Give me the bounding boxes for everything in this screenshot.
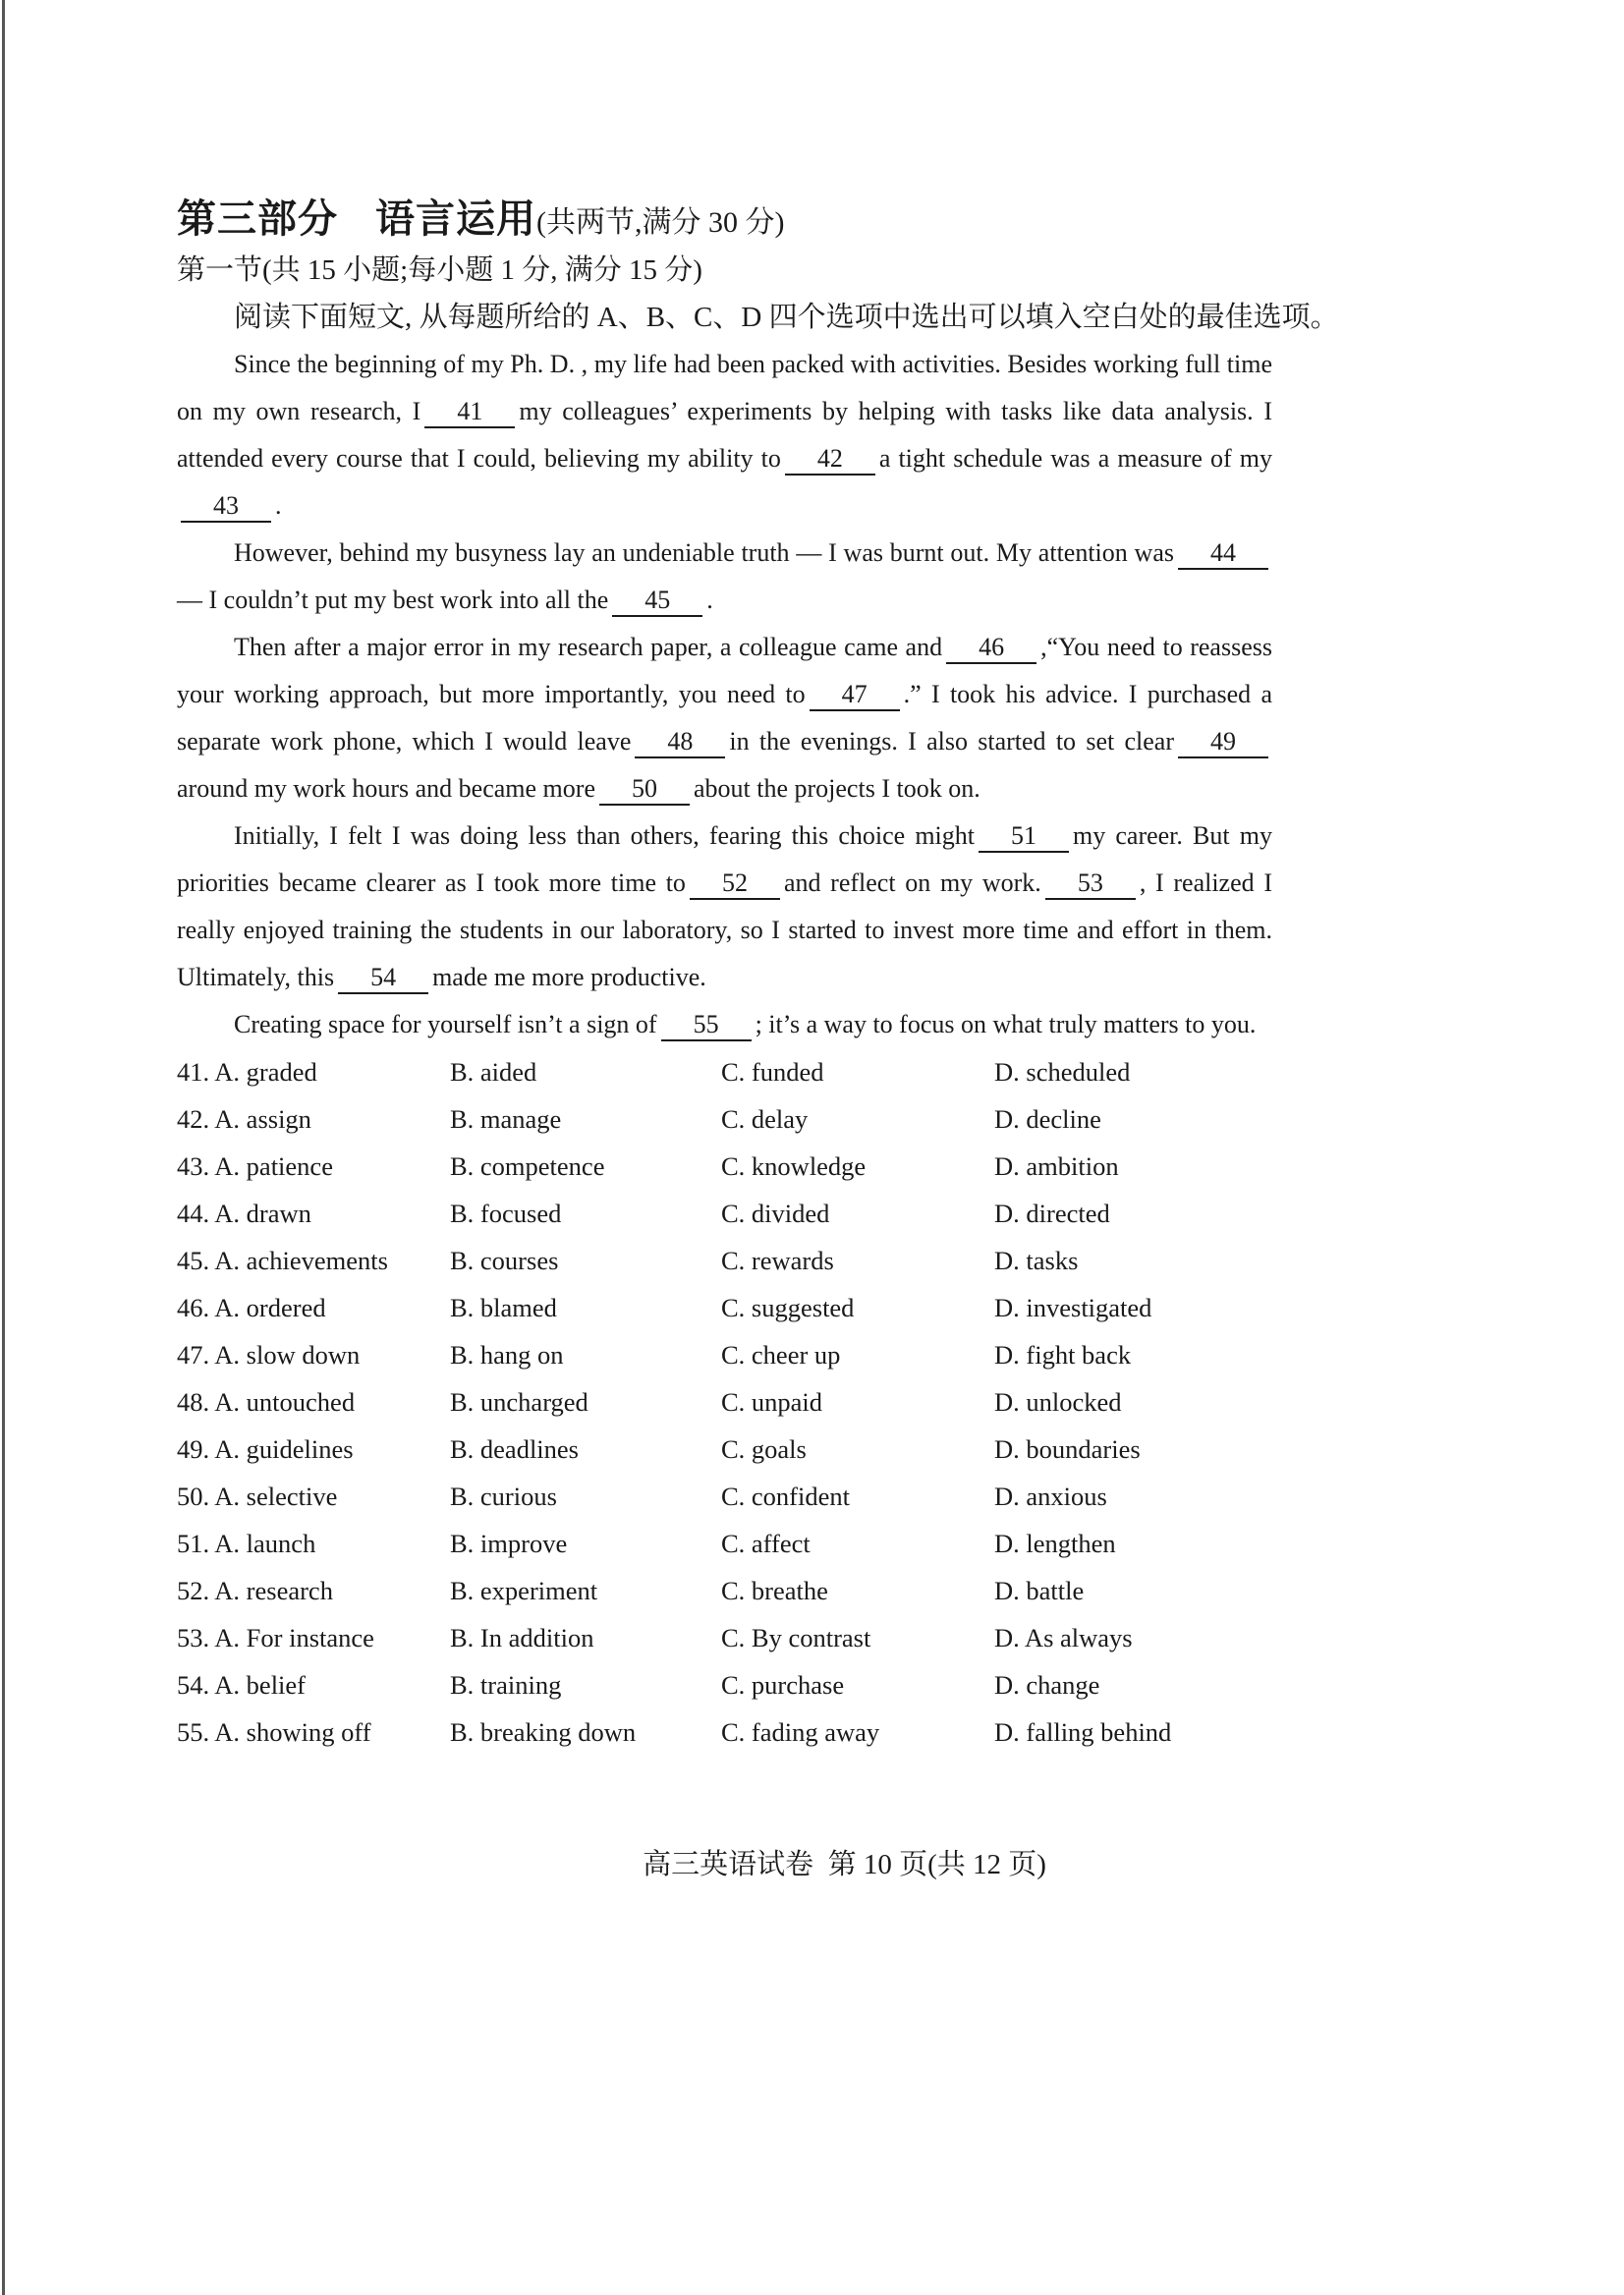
option-text: C. purchase	[721, 1670, 845, 1700]
option-text: D. directed	[994, 1199, 1110, 1228]
blank-53: 53	[1045, 868, 1136, 900]
blank-42: 42	[785, 444, 875, 476]
exam-page	[177, 192, 1339, 1756]
option-b	[450, 1426, 721, 1473]
option-text: B. manage	[450, 1104, 562, 1134]
passage-text: a tight schedule was a measure of my	[878, 444, 1272, 473]
option-c	[721, 1708, 994, 1756]
passage-text: in the evenings. I also started to set clear	[729, 727, 1174, 756]
passage-text: .	[275, 491, 282, 520]
question-number: 45.	[177, 1246, 210, 1275]
passage	[177, 341, 1272, 1048]
option-text: A. launch	[214, 1529, 316, 1558]
question-number: 44.	[177, 1199, 210, 1228]
option-a	[177, 1520, 450, 1567]
option-text: C. funded	[721, 1057, 824, 1087]
question-number: 43.	[177, 1151, 210, 1181]
question-number: 48.	[177, 1387, 210, 1417]
option-b	[450, 1567, 721, 1614]
option-text: C. fading away	[721, 1717, 880, 1747]
option-a	[177, 1190, 450, 1237]
option-a	[177, 1426, 450, 1473]
passage-text: made me more productive.	[432, 963, 706, 991]
option-a	[177, 1143, 450, 1190]
blank-55: 55	[661, 1010, 752, 1041]
passage-text: my career. But my priorities became clearer as I took more time to	[177, 821, 1272, 897]
option-d	[994, 1048, 1269, 1095]
option-b	[450, 1095, 721, 1143]
option-a	[177, 1284, 450, 1331]
option-d	[994, 1378, 1269, 1426]
option-text: C. goals	[721, 1434, 807, 1464]
option-a	[177, 1614, 450, 1661]
paragraph-4	[177, 812, 1272, 1001]
instruction: 阅读下面短文, 从每题所给的 A、B、C、D 四个选项中选出可以填入空白处的最佳选项。	[234, 302, 1339, 333]
option-text: B. blamed	[450, 1293, 557, 1322]
blank-43: 43	[181, 491, 271, 523]
option-row	[177, 1284, 1272, 1331]
option-c	[721, 1331, 994, 1378]
option-d	[994, 1661, 1269, 1708]
option-row	[177, 1520, 1272, 1567]
option-row	[177, 1426, 1272, 1473]
option-d	[994, 1190, 1269, 1237]
option-text: A. untouched	[214, 1387, 356, 1417]
question-number: 46.	[177, 1293, 210, 1322]
option-a	[177, 1661, 450, 1708]
scan-edge-line	[2, 0, 5, 2295]
option-c	[721, 1520, 994, 1567]
option-text: B. breaking down	[450, 1717, 637, 1747]
paragraph-2	[177, 530, 1272, 624]
option-text: B. In addition	[450, 1623, 594, 1652]
passage-text: — I couldn’t put my best work into all the	[177, 586, 609, 614]
option-text: B. competence	[450, 1151, 605, 1181]
page-number: 第 10 页(共 12 页)	[827, 1849, 1046, 1880]
option-text: D. anxious	[994, 1482, 1107, 1511]
option-text: D. As always	[994, 1623, 1133, 1652]
option-row	[177, 1190, 1272, 1237]
option-d	[994, 1473, 1269, 1520]
question-number: 49.	[177, 1434, 210, 1464]
option-b	[450, 1190, 721, 1237]
option-text: A. patience	[214, 1151, 333, 1181]
passage-text: my colleagues’ experiments by helping with tasks like data analysis. I attended every course that I could, believing my ability to	[177, 397, 1272, 473]
option-c	[721, 1284, 994, 1331]
section-title: 第一节(共 15 小题;每小题 1 分, 满分 15 分)	[177, 254, 702, 286]
option-text: B. hang on	[450, 1340, 564, 1370]
passage-text: around my work hours and became more	[177, 774, 595, 803]
option-text: C. affect	[721, 1529, 811, 1558]
passage-text: However, behind my busyness lay an undeniable truth — I was burnt out. My attention was	[234, 538, 1174, 567]
option-d	[994, 1614, 1269, 1661]
part-title	[177, 192, 1272, 247]
blank-48: 48	[635, 727, 725, 758]
option-c	[721, 1567, 994, 1614]
blank-50: 50	[599, 774, 690, 806]
option-text: C. unpaid	[721, 1387, 823, 1417]
option-text: D. ambition	[994, 1151, 1119, 1181]
option-d	[994, 1237, 1269, 1284]
option-a	[177, 1567, 450, 1614]
option-row	[177, 1614, 1272, 1661]
option-text: A. For instance	[214, 1623, 374, 1652]
paragraph-5	[177, 1001, 1272, 1048]
option-d	[994, 1143, 1269, 1190]
option-text: C. divided	[721, 1199, 830, 1228]
option-text: D. change	[994, 1670, 1100, 1700]
option-b	[450, 1378, 721, 1426]
option-text: A. drawn	[214, 1199, 311, 1228]
option-c	[721, 1237, 994, 1284]
paragraph-1	[177, 341, 1272, 530]
question-number: 53.	[177, 1623, 210, 1652]
option-a	[177, 1095, 450, 1143]
passage-text: .	[706, 586, 713, 614]
part-note: (共两节,满分 30 分)	[536, 206, 785, 239]
option-text: C. cheer up	[721, 1340, 841, 1370]
passage-text: Creating space for yourself isn’t a sign of	[234, 1010, 657, 1038]
option-d	[994, 1520, 1269, 1567]
option-text: A. showing off	[214, 1717, 371, 1747]
passage-text: ; it’s a way to focus on what truly matters to you.	[755, 1010, 1257, 1038]
passage-text: ,“You need to reassess your working approach, but more importantly, you need to	[177, 633, 1272, 708]
option-b	[450, 1661, 721, 1708]
option-row	[177, 1473, 1272, 1520]
option-text: C. suggested	[721, 1293, 855, 1322]
option-c	[721, 1661, 994, 1708]
blank-45: 45	[612, 586, 702, 617]
option-row	[177, 1237, 1272, 1284]
option-b	[450, 1237, 721, 1284]
option-text: A. ordered	[214, 1293, 326, 1322]
option-b	[450, 1520, 721, 1567]
passage-text: Since the beginning of my Ph. D. , my life had been packed with activities. Besides working full time on my own research, I	[177, 350, 1272, 425]
option-text: C. delay	[721, 1104, 809, 1134]
option-text: C. knowledge	[721, 1151, 867, 1181]
question-number: 55.	[177, 1717, 210, 1747]
blank-52: 52	[690, 868, 780, 900]
option-text: D. unlocked	[994, 1387, 1122, 1417]
blank-47: 47	[810, 680, 900, 711]
passage-text: Initially, I felt I was doing less than others, fearing this choice might	[234, 821, 975, 850]
blank-49: 49	[1178, 727, 1268, 758]
option-b	[450, 1708, 721, 1756]
option-b	[450, 1284, 721, 1331]
option-b	[450, 1143, 721, 1190]
option-c	[721, 1378, 994, 1426]
option-text: C. breathe	[721, 1576, 828, 1605]
option-d	[994, 1708, 1269, 1756]
option-text: C. rewards	[721, 1246, 834, 1275]
option-text: B. aided	[450, 1057, 537, 1087]
option-c	[721, 1614, 994, 1661]
part-name: 语言运用	[375, 196, 536, 241]
option-b	[450, 1048, 721, 1095]
option-text: B. training	[450, 1670, 562, 1700]
passage-text: .” I took his advice. I purchased a separate work phone, which I would leave	[177, 680, 1273, 756]
option-text: D. boundaries	[994, 1434, 1141, 1464]
passage-text: Then after a major error in my research paper, a colleague came and	[234, 633, 943, 661]
option-text: C. By contrast	[721, 1623, 871, 1652]
option-text: C. confident	[721, 1482, 850, 1511]
option-c	[721, 1143, 994, 1190]
passage-text: , I realized I really enjoyed training the students in our laboratory, so I started to invest more time and effort in them. Ultimately, this	[177, 868, 1272, 991]
option-b	[450, 1331, 721, 1378]
option-d	[994, 1567, 1269, 1614]
option-text: D. battle	[994, 1576, 1085, 1605]
blank-44: 44	[1178, 538, 1268, 570]
option-text: D. lengthen	[994, 1529, 1116, 1558]
option-text: A. assign	[214, 1104, 311, 1134]
option-text: D. falling behind	[994, 1717, 1172, 1747]
option-c	[721, 1473, 994, 1520]
question-number: 47.	[177, 1340, 210, 1370]
passage-text: and reflect on my work.	[783, 868, 1041, 897]
option-row	[177, 1095, 1272, 1143]
option-a	[177, 1708, 450, 1756]
option-d	[994, 1095, 1269, 1143]
option-row	[177, 1661, 1272, 1708]
option-text: A. slow down	[214, 1340, 361, 1370]
option-a	[177, 1237, 450, 1284]
option-a	[177, 1473, 450, 1520]
option-text: A. belief	[214, 1670, 307, 1700]
page-footer	[0, 1845, 1624, 1884]
option-row	[177, 1378, 1272, 1426]
option-a	[177, 1331, 450, 1378]
exam-name: 高三英语试卷	[643, 1849, 814, 1880]
blank-51: 51	[979, 821, 1069, 853]
option-text: D. tasks	[994, 1246, 1079, 1275]
option-row	[177, 1567, 1272, 1614]
option-text: B. uncharged	[450, 1387, 588, 1417]
blank-41: 41	[424, 397, 515, 428]
blank-46: 46	[946, 633, 1036, 664]
passage-text: about the projects I took on.	[693, 774, 980, 803]
option-row	[177, 1048, 1272, 1095]
option-text: B. curious	[450, 1482, 557, 1511]
option-text: B. courses	[450, 1246, 559, 1275]
option-text: A. guidelines	[214, 1434, 354, 1464]
option-text: D. scheduled	[994, 1057, 1131, 1087]
option-text: B. improve	[450, 1529, 568, 1558]
option-c	[721, 1426, 994, 1473]
option-row	[177, 1143, 1272, 1190]
option-row	[177, 1331, 1272, 1378]
part-number: 第三部分	[177, 196, 338, 241]
question-number: 42.	[177, 1104, 210, 1134]
question-number: 54.	[177, 1670, 210, 1700]
option-b	[450, 1614, 721, 1661]
question-number: 50.	[177, 1482, 210, 1511]
option-text: A. achievements	[214, 1246, 388, 1275]
option-text: D. investigated	[994, 1293, 1152, 1322]
option-text: A. selective	[214, 1482, 338, 1511]
option-c	[721, 1095, 994, 1143]
option-text: D. decline	[994, 1104, 1101, 1134]
question-number: 52.	[177, 1576, 210, 1605]
option-text: B. focused	[450, 1199, 562, 1228]
option-d	[994, 1331, 1269, 1378]
answer-options	[177, 1048, 1272, 1756]
option-a	[177, 1048, 450, 1095]
option-d	[994, 1284, 1269, 1331]
option-text: D. fight back	[994, 1340, 1132, 1370]
option-text: A. graded	[214, 1057, 317, 1087]
paragraph-3	[177, 624, 1272, 812]
option-text: B. experiment	[450, 1576, 598, 1605]
question-number: 51.	[177, 1529, 210, 1558]
blank-54: 54	[338, 963, 428, 994]
option-text: B. deadlines	[450, 1434, 579, 1464]
question-number: 41.	[177, 1057, 210, 1087]
option-c	[721, 1048, 994, 1095]
option-d	[994, 1426, 1269, 1473]
option-c	[721, 1190, 994, 1237]
option-text: A. research	[214, 1576, 333, 1605]
option-a	[177, 1378, 450, 1426]
option-row	[177, 1708, 1272, 1756]
option-b	[450, 1473, 721, 1520]
